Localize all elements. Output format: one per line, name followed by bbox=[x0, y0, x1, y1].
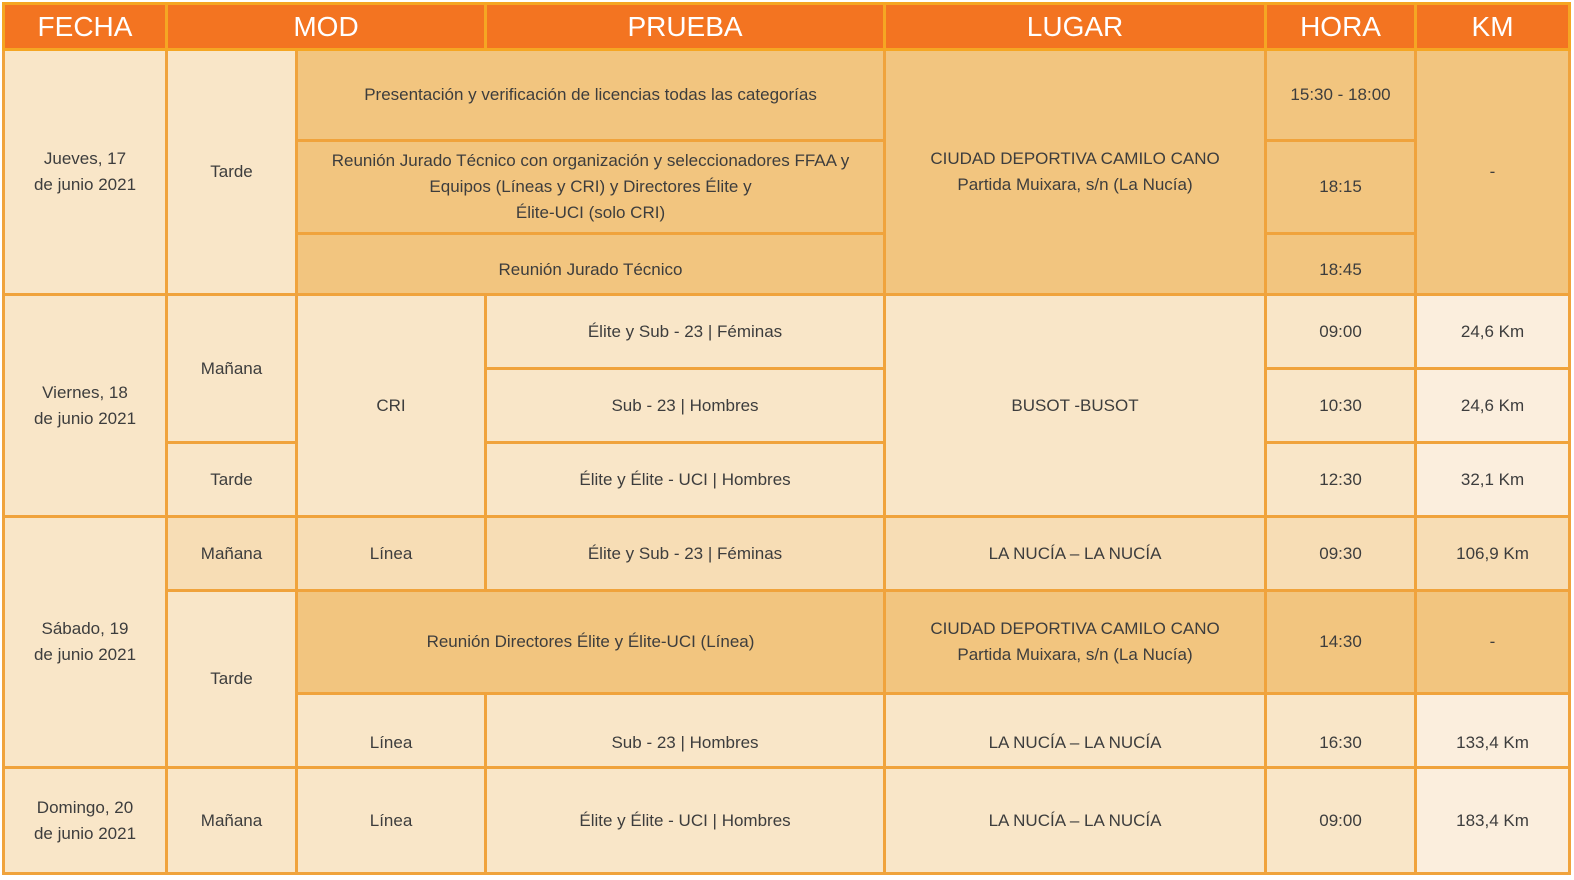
hora-cell: 09:00 bbox=[1266, 295, 1416, 369]
fecha-line: Sábado, 19 bbox=[41, 619, 129, 638]
lugar-line: CIUDAD DEPORTIVA CAMILO CANO bbox=[930, 619, 1220, 638]
prueba-cell: Élite y Élite - UCI | Hombres bbox=[486, 443, 885, 517]
km-cell: - bbox=[1416, 591, 1570, 694]
hora-cell: 09:00 bbox=[1266, 768, 1416, 874]
fecha-line: Viernes, 18 bbox=[42, 382, 128, 402]
prueba-cell: Reunión Directores Élite y Élite-UCI (Línea) bbox=[297, 591, 885, 694]
prueba-cell bbox=[297, 141, 885, 234]
turno-jueves: Tarde bbox=[167, 50, 297, 295]
table-row bbox=[4, 295, 1570, 369]
hora-cell: 12:30 bbox=[1266, 443, 1416, 517]
fecha-line: Jueves, 17 bbox=[43, 149, 127, 168]
km-cell: 32,1 Km bbox=[1416, 443, 1570, 517]
km-cell: 133,4 Km bbox=[1416, 694, 1570, 768]
table-row bbox=[4, 443, 1570, 517]
turno-domingo: Mañana bbox=[167, 768, 297, 874]
prueba-cell: Presentación y verificación de licencias todas las categorías bbox=[297, 50, 885, 141]
km-cell: 183,4 Km bbox=[1416, 768, 1570, 874]
fecha-domingo bbox=[4, 768, 167, 874]
lugar-line: CIUDAD DEPORTIVA CAMILO CANO bbox=[930, 149, 1220, 168]
hora-cell: 14:30 bbox=[1266, 591, 1416, 694]
fecha-line: de junio 2021 bbox=[33, 175, 137, 194]
header-mod: MOD bbox=[167, 4, 486, 50]
prueba-line: Élite-UCI (solo CRI) bbox=[515, 203, 666, 222]
lugar-cell bbox=[885, 591, 1266, 694]
table-row bbox=[4, 50, 1570, 141]
prueba-cell: Reunión Jurado Técnico bbox=[297, 234, 885, 295]
prueba-cell: Élite y Sub - 23 | Féminas bbox=[486, 295, 885, 369]
turno-viernes-manana: Mañana bbox=[167, 295, 297, 443]
lugar-viernes: BUSOT -BUSOT bbox=[885, 295, 1266, 517]
hora-cell: 15:30 - 18:00 bbox=[1266, 50, 1416, 141]
prueba-cell: Sub - 23 | Hombres bbox=[486, 694, 885, 768]
header-prueba: PRUEBA bbox=[486, 4, 885, 50]
km-jueves: - bbox=[1416, 50, 1570, 295]
mod-viernes: CRI bbox=[297, 295, 486, 517]
km-cell: 24,6 Km bbox=[1416, 369, 1570, 443]
lugar-cell: LA NUCÍA – LA NUCÍA bbox=[885, 517, 1266, 591]
header-hora: HORA bbox=[1266, 4, 1416, 50]
turno-sabado-manana: Mañana bbox=[167, 517, 297, 591]
hora-cell: 10:30 bbox=[1266, 369, 1416, 443]
hora-cell: 18:15 bbox=[1266, 141, 1416, 234]
fecha-line: de junio 2021 bbox=[33, 823, 137, 843]
fecha-jueves bbox=[4, 50, 167, 295]
header-lugar: LUGAR bbox=[885, 4, 1266, 50]
mod-cell: Línea bbox=[297, 694, 486, 768]
turno-viernes-tarde: Tarde bbox=[167, 443, 297, 517]
hora-cell: 16:30 bbox=[1266, 694, 1416, 768]
header-km: KM bbox=[1416, 4, 1570, 50]
prueba-cell: Élite y Élite - UCI | Hombres bbox=[486, 768, 885, 874]
prueba-cell: Sub - 23 | Hombres bbox=[486, 369, 885, 443]
fecha-viernes bbox=[4, 295, 167, 517]
prueba-line: Reunión Jurado Técnico con organización y seleccionadores FFAA y bbox=[331, 151, 850, 170]
turno-sabado-tarde: Tarde bbox=[167, 591, 297, 768]
km-cell: 106,9 Km bbox=[1416, 517, 1570, 591]
mod-cell: Línea bbox=[297, 768, 486, 874]
table-row bbox=[4, 517, 1570, 591]
fecha-line: de junio 2021 bbox=[33, 645, 137, 664]
prueba-line: Equipos (Líneas y CRI) y Directores Élite y bbox=[429, 177, 752, 196]
fecha-line: Domingo, 20 bbox=[36, 797, 134, 817]
hora-cell: 09:30 bbox=[1266, 517, 1416, 591]
header-row bbox=[4, 4, 1570, 50]
mod-cell: Línea bbox=[297, 517, 486, 591]
hora-cell: 18:45 bbox=[1266, 234, 1416, 295]
fecha-line: de junio 2021 bbox=[33, 408, 137, 428]
table-row bbox=[4, 591, 1570, 694]
lugar-cell: LA NUCÍA – LA NUCÍA bbox=[885, 768, 1266, 874]
lugar-line: Partida Muixara, s/n (La Nucía) bbox=[957, 645, 1193, 664]
lugar-cell: LA NUCÍA – LA NUCÍA bbox=[885, 694, 1266, 768]
lugar-jueves bbox=[885, 50, 1266, 295]
lugar-line: Partida Muixara, s/n (La Nucía) bbox=[957, 175, 1193, 194]
table-row bbox=[4, 768, 1570, 874]
fecha-sabado bbox=[4, 517, 167, 768]
km-cell: 24,6 Km bbox=[1416, 295, 1570, 369]
header-fecha: FECHA bbox=[4, 4, 167, 50]
schedule-table bbox=[2, 2, 1571, 875]
prueba-cell: Élite y Sub - 23 | Féminas bbox=[486, 517, 885, 591]
